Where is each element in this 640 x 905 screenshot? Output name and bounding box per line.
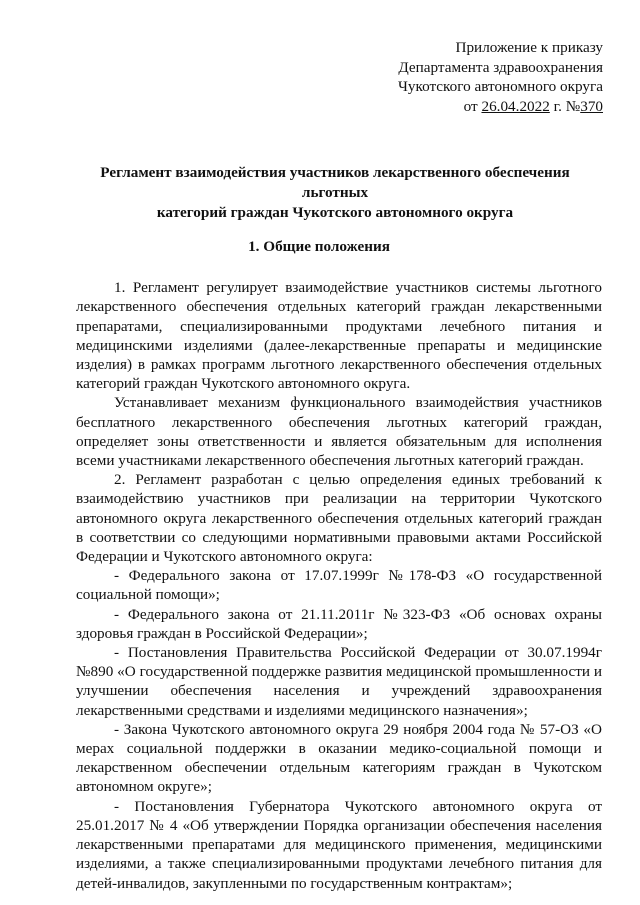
list-item: - Федерального закона от 17.07.1999г №178-ФЗ «О государственной социальной помощи»; xyxy=(76,567,602,604)
document-header xyxy=(76,38,603,116)
order-number: 370 xyxy=(580,97,603,115)
date-prefix: от xyxy=(463,97,482,115)
list-item: - Федерального закона от 21.11.2011г №323-ФЗ «Об основах охраны здоровья граждан в Российской Федерации»; xyxy=(76,605,602,642)
list-item: - Закона Чукотского автономного округа 29 ноября 2004 года № 57-ОЗ «О мерах социальной поддержки в оказании медико-социальной помощи и лекарственном обеспечении отдельным категориям граждан в Чукотском автономном округе»; xyxy=(76,720,602,796)
header-line-3: Чукотского автономного округа xyxy=(398,78,603,95)
date-mid: г. № xyxy=(549,97,581,115)
section-heading: 1. Общие положения xyxy=(248,238,390,255)
header-line-1: Приложение к приказу xyxy=(455,39,603,56)
list-item: - Постановления Губернатора Чукотского автономного округа от 25.01.2017 № 4 «Об утверждении Порядка организации обеспечения населения лекарственными препаратами для медицинского применения, медицинскими изделиями, а также специализированными продуктами лечебного питания для детей-инвалидов, закупленными по государственным контрактам»; xyxy=(76,797,602,892)
list-item: - Постановления Правительства Российской Федерации от 30.07.1994г №890 «О государственной поддержке развития медицинской промышленности и улучшении обеспечения населения и учреждений здравоохранения лекарственными средствами и изделиями медицинского назначения»; xyxy=(76,644,602,719)
title-line-1: Регламент взаимодействия участников лекарственного обеспечения льготных xyxy=(100,164,570,201)
order-date: 26.04.2022 xyxy=(481,97,550,115)
document-title xyxy=(76,163,602,223)
paragraph: 2. Регламент разработан с целью определения единых требований к взаимодействию участников при реализации на территории Чукотского автономного округа лекарственного обеспечения отдельных категорий граждан в соответствии со следующими нормативными правовыми актами Российской Федерации и Чукотского автономного округа: xyxy=(76,471,602,566)
header-order-date xyxy=(76,97,603,117)
paragraph: 1. Регламент регулирует взаимодействие участников системы льготного лекарственного обеспечения отдельных категорий граждан лекарственными препаратами, специализированными продуктами лечебного питания и медицинскими изделиями (далее-лекарственные препараты и медицинские изделия) в рамках программ льготного лекарственного обеспечения отдельных категорий граждан Чукотского автономного округа. xyxy=(76,279,602,393)
title-line-2: категорий граждан Чукотского автономного округа xyxy=(156,204,514,221)
document-body xyxy=(76,278,602,893)
header-line-2: Департамента здравоохранения xyxy=(398,58,603,76)
paragraph: Устанавливает механизм функционального взаимодействия участников бесплатного лекарственного обеспечения льготных категорий граждан, определяет зоны ответственности и является обязательным для исполнения всеми участниками лекарственного обеспечения льготных категорий граждан. xyxy=(76,394,602,470)
